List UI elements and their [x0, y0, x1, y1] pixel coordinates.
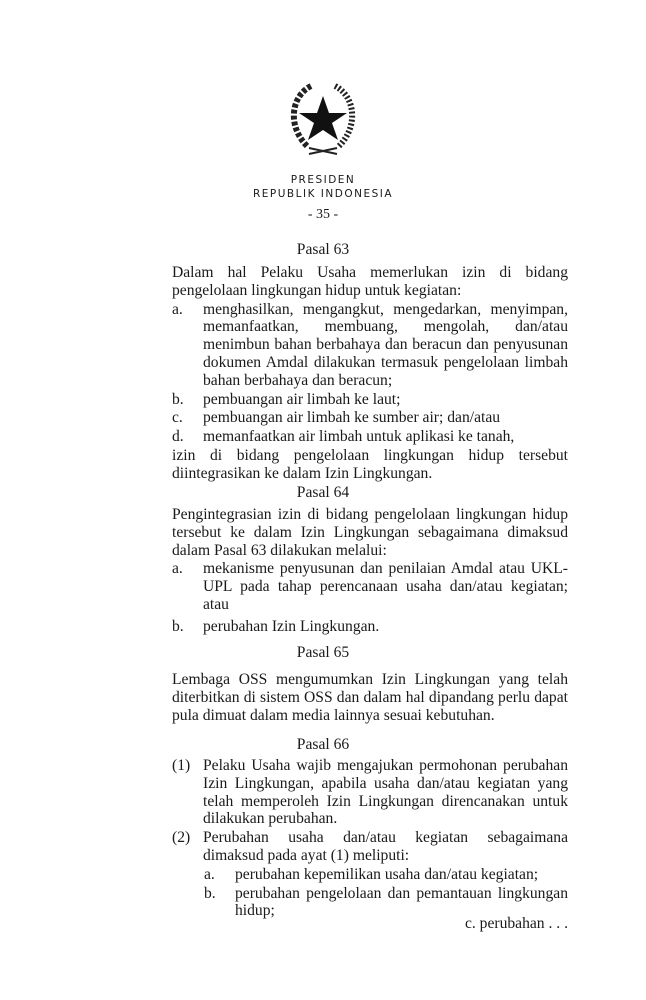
- item-label: d.: [172, 428, 184, 446]
- pasal-63: [172, 264, 568, 483]
- header-presiden: PRESIDEN: [290, 174, 356, 186]
- pasal-63-closing: izin di bidang pengelolaan lingkungan hidup tersebut diintegrasikan ke dalam Izin Lingkungan.: [172, 446, 568, 482]
- item-label: b.: [204, 884, 216, 902]
- item-text: menghasilkan, mengangkut, mengedarkan, menyimpan, memanfaatkan, membuang, mengolah, dan/atau menimbun bahan berbahaya dan beracun dan penyusunan dokumen Amdal dilakukan termasuk pengelolaan limbah bahan berbahaya dan beracun;: [203, 300, 568, 389]
- item-text: pembuangan air limbah ke laut;: [203, 390, 401, 408]
- item-text: Pelaku Usaha wajib mengajukan permohonan perubahan Izin Lingkungan, apabila usaha dan/atau kegiatan yang telah memperoleh Izin Lingkungan direncanakan untuk dilakukan perubahan.: [203, 757, 568, 828]
- item-text: perubahan kepemilikan usaha dan/atau kegiatan;: [235, 865, 539, 883]
- item-text: perubahan Izin Lingkungan.: [203, 617, 380, 635]
- pasal-65-text: Lembaga OSS mengumumkan Izin Lingkungan yang telah diterbitkan di sistem OSS dan dalam hal dipandang perlu dapat pula dimuat dalam media lainnya sesuai kebutuhan.: [172, 671, 568, 724]
- pasal-65-title: Pasal 65: [296, 644, 350, 661]
- pasal-64-title: Pasal 64: [296, 484, 350, 501]
- item-text: Perubahan usaha dan/atau kegiatan sebagaimana dimaksud pada ayat (1) meliputi:: [203, 829, 568, 864]
- list-item: [172, 409, 568, 427]
- pasal-64-intro: Pengintegrasian izin di bidang pengelolaan lingkungan hidup tersebut ke dalam Izin Lingkungan sebagaimana dimaksud dalam Pasal 63 dilakukan melalui:: [172, 506, 568, 559]
- item-label: (2): [172, 829, 191, 847]
- item-label: a.: [204, 865, 215, 883]
- pasal-64: [172, 506, 568, 636]
- list-item: [172, 757, 568, 828]
- pasal-63-title: Pasal 63: [296, 241, 350, 258]
- pasal-66-title: Pasal 66: [296, 736, 350, 753]
- header-republik: REPUBLIK INDONESIA: [252, 188, 394, 200]
- list-item: [172, 428, 568, 446]
- item-text: memanfaatkan air limbah untuk aplikasi ke tanah,: [203, 428, 515, 446]
- garuda-emblem: [0, 78, 646, 163]
- list-item: [172, 829, 568, 865]
- item-label: a.: [172, 300, 183, 318]
- continuation-text: c. perubahan . . .: [464, 915, 568, 932]
- list-item: [172, 560, 568, 613]
- sub-list-item: [172, 866, 568, 884]
- item-label: a.: [172, 560, 183, 578]
- list-item: [172, 618, 568, 636]
- page-number: - 35 -: [307, 207, 339, 222]
- item-text: perubahan pengelolaan dan pemantauan lingkungan hidup;: [235, 884, 568, 920]
- item-label: b.: [172, 617, 184, 635]
- pasal-66: [172, 756, 568, 920]
- item-label: b.: [172, 390, 184, 408]
- item-text: pembuangan air limbah ke sumber air; dan/atau: [203, 409, 501, 427]
- list-item: [172, 391, 568, 409]
- item-text: mekanisme penyusunan dan penilaian Amdal atau UKL-UPL pada tahap perencanaan usaha dan/atau kegiatan; atau: [203, 560, 568, 613]
- item-label: (1): [172, 757, 191, 774]
- pasal-63-intro: Dalam hal Pelaku Usaha memerlukan izin di bidang pengelolaan lingkungan hidup untuk kegiatan:: [172, 264, 568, 299]
- list-item: [172, 301, 568, 390]
- item-label: c.: [172, 409, 183, 427]
